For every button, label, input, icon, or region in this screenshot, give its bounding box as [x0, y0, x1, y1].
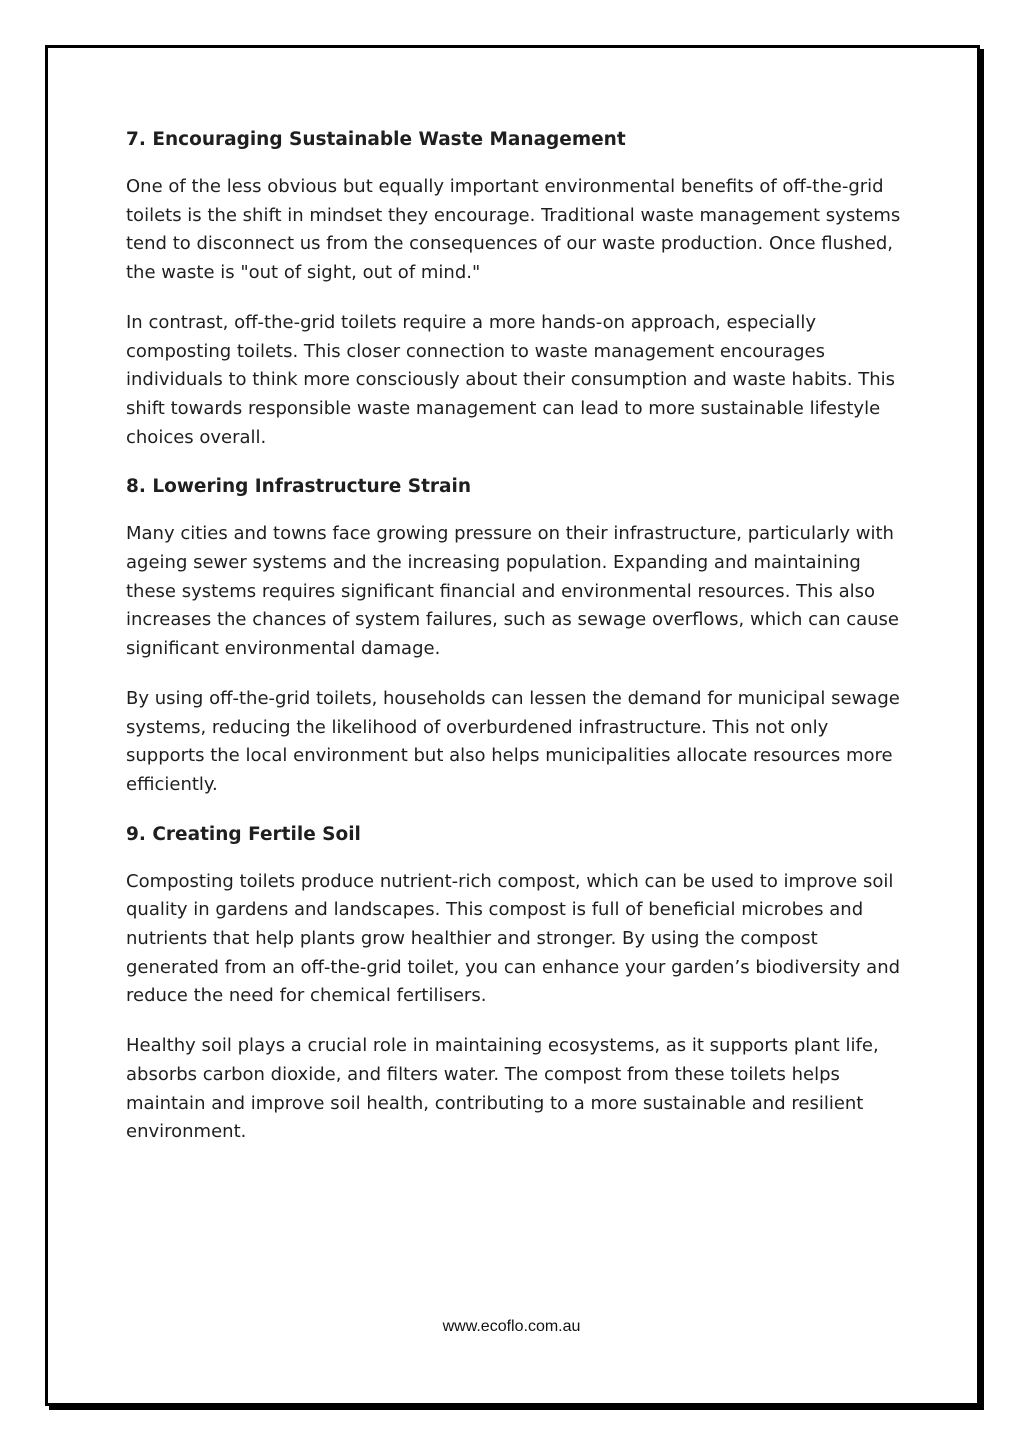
- page-frame: [45, 45, 980, 1406]
- body-paragraph: In contrast, off-the-grid toilets require a more hands-on approach, especially composting toilets. This closer connection to waste management encourages individuals to think more consciously about their consumption and waste habits. This shift towards responsible waste management can lead to more sustainable lifestyle choices overall.: [126, 311, 896, 448]
- body-paragraph: One of the less obvious but equally important environmental benefits of off-the-grid toilets is the shift in mindset they encourage. Traditional waste management systems tend to disconnect us from the consequences of our waste production. Once flushed, the waste is "out of sight, out of mind.": [126, 176, 901, 284]
- section-infrastructure-strain: [126, 473, 906, 799]
- body-paragraph: Many cities and towns face growing pressure on their infrastructure, particularly with ageing sewer systems and the increasing population. Expanding and maintaining these systems requires significant financial and environmental resources. This also increases the chances of system failures, such as sewage overflows, which can cause significant environmental damage.: [126, 523, 899, 660]
- section-fertile-soil: [126, 821, 906, 1147]
- section-heading: 8. Lowering Infrastructure Strain: [126, 476, 472, 498]
- body-paragraph: Composting toilets produce nutrient-rich compost, which can be used to improve soil quality in gardens and landscapes. This compost is full of beneficial microbes and nutrients that help plants grow healthier and stronger. By using the compost generated from an off-the-grid toilet, you can enhance your garden’s biodiversity and reduce the need for chemical fertilisers.: [126, 870, 901, 1007]
- section-heading: 7. Encouraging Sustainable Waste Management: [126, 129, 626, 150]
- section-heading: 9. Creating Fertile Soil: [126, 823, 361, 845]
- body-paragraph: By using off-the-grid toilets, households can lessen the demand for municipal sewage systems, reducing the likelihood of overburdened infrastructure. This not only supports the local environment but also helps municipalities allocate resources more efficiently.: [126, 687, 900, 795]
- section-sustainable-waste-management: [126, 126, 906, 452]
- document-body: [126, 126, 906, 1168]
- footer-url: www.ecoflo.com.au: [442, 1318, 581, 1335]
- body-paragraph: Healthy soil plays a crucial role in maintaining ecosystems, as it supports plant life, absorbs carbon dioxide, and filters water. The compost from these toilets helps maintain and improve soil health, contributing to a more sustainable and resilient environment.: [126, 1035, 879, 1143]
